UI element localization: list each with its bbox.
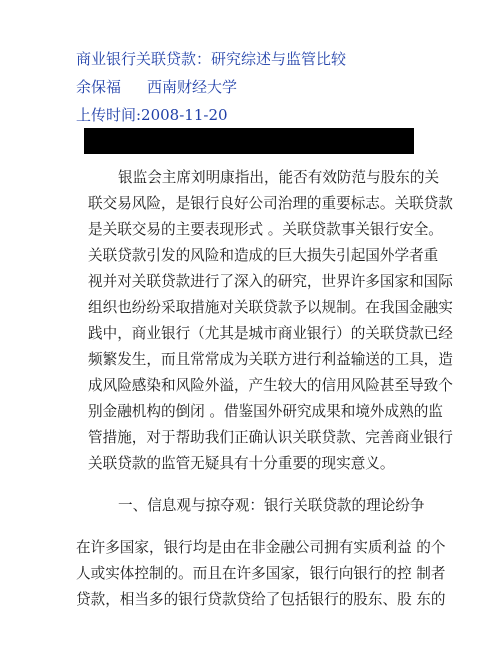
- body-line: 人或实体控制的。而且在许多国家，银行向银行的控 制者: [76, 565, 446, 582]
- section-heading: 一、信息观与掠夺观：银行关联贷款的理论纷争: [118, 497, 425, 514]
- body-line: 别金融机构的倒闭 。借鉴国外研究成果和境外成熟的监: [88, 403, 443, 420]
- body-line: 管措施，对于帮助我们正确认识关联贷款、完善商业银行: [88, 429, 453, 446]
- body-line: 组织也纷纷采取措施对关联贷款予以规制。在我国金融实: [88, 299, 453, 316]
- body-line: 在许多国家，银行均是由在非金融公司拥有实质利益 的个: [76, 539, 446, 556]
- body-line: 贷款，相当多的银行贷款贷给了包括银行的股东、股 东的: [76, 591, 446, 608]
- body-line: 成风险感染和风险外溢，产生较大的信用风险甚至导致个: [88, 377, 453, 394]
- body-line: 频繁发生，而且常常成为关联方进行利益输送的工具，造: [88, 351, 453, 368]
- body-line: 是关联交易的主要表现形式 。关联贷款事关银行安全。: [88, 221, 443, 238]
- body-line: 关联贷款的监管无疑具有十分重要的现实意义。: [88, 455, 395, 472]
- upload-time: 上传时间:2008-11-20: [76, 106, 228, 124]
- body-line: 视并对关联贷款进行了深入的研究，世界许多国家和国际: [88, 273, 453, 290]
- body-line: 联交易风险，是银行良好公司治理的重要标志。关联贷款: [88, 195, 453, 212]
- author-name: 余保福: [76, 78, 122, 96]
- redaction-bar: [84, 128, 414, 154]
- body-line: 关联贷款引发的风险和造成的巨大损失引起国外学者重: [88, 247, 439, 264]
- author-line: [76, 77, 237, 97]
- author-affiliation: 西南财经大学: [147, 78, 238, 96]
- document-title: 商业银行关联贷款：研究综述与监管比较: [76, 50, 347, 68]
- body-line: 践中，商业银行（尤其是城市商业银行）的关联贷款已经: [88, 325, 453, 342]
- body-line: 银监会主席刘明康指出，能否有效防范与股东的关: [118, 169, 440, 186]
